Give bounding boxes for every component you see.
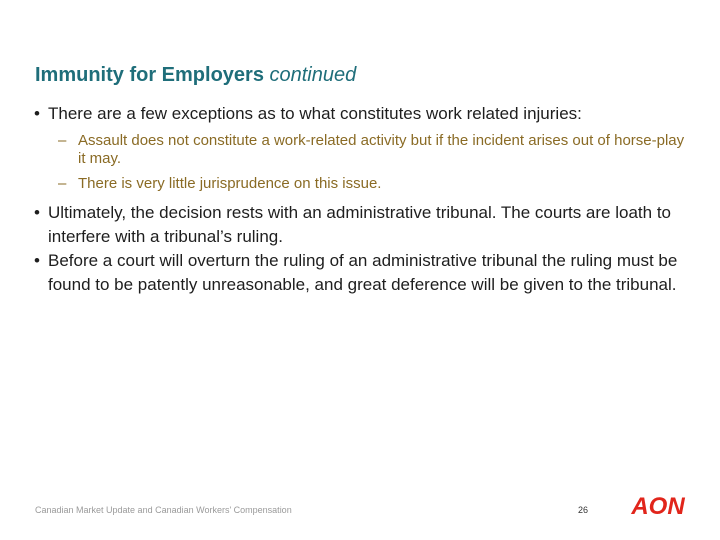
sub-bullet-2 xyxy=(58,175,688,193)
sub-bullet-1 xyxy=(58,132,688,168)
sub-mark: – xyxy=(58,175,67,192)
title-main: Immunity for Employers xyxy=(35,64,264,86)
bullet-1-text: There are a few exceptions as to what constitutes work related injuries: xyxy=(48,104,582,123)
bullet-3-text: Before a court will overturn the ruling of an administrative tribunal the ruling must be found to be patently unreasonable, and great deference will be given to the tribunal. xyxy=(48,251,678,294)
bullet-mark: • xyxy=(34,104,40,123)
aon-logo xyxy=(628,492,688,518)
title-continued: continued xyxy=(269,64,357,86)
bullet-2-text: Ultimately, the decision rests with an administrative tribunal. The courts are loath to interfere with a tribunal’s ruling. xyxy=(48,203,671,246)
bullet-3 xyxy=(34,249,696,297)
sub-bullet-2-text: There is very little jurisprudence on this issue. xyxy=(78,175,382,192)
slide-title xyxy=(35,64,356,87)
bullet-mark: • xyxy=(34,203,40,222)
page-number: 26 xyxy=(578,505,589,515)
bullet-1 xyxy=(34,102,696,126)
sub-bullet-1-text: Assault does not constitute a work-related activity but if the incident arises out of horse-play it may. xyxy=(78,132,685,167)
sub-mark: – xyxy=(58,132,67,149)
bullet-2 xyxy=(34,201,696,249)
footer-caption: Canadian Market Update and Canadian Workers' Compensation xyxy=(35,505,292,515)
aon-logo-text: AON xyxy=(631,493,685,518)
bullet-mark: • xyxy=(34,251,40,270)
